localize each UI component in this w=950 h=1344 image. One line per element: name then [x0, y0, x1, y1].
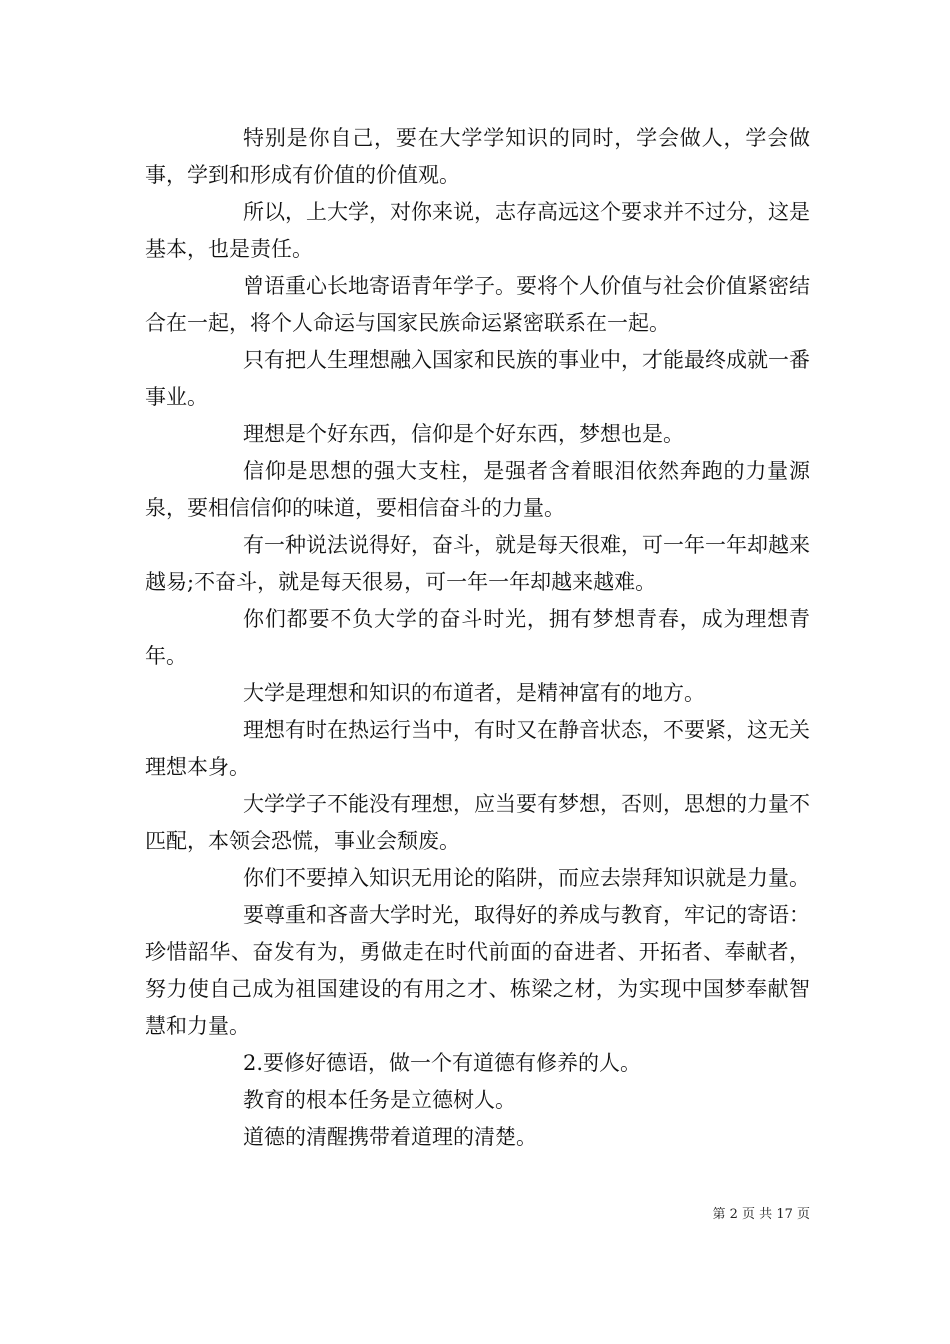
paragraph: 特别是你自己，要在大学学知识的同时，学会做人，学会做事，学到和形成有价值的价值观。: [145, 126, 810, 187]
paragraph: 要尊重和吝啬大学时光，取得好的养成与教育，牢记的寄语：珍惜韶华、奋发有为，勇做走在时代前面的奋进者、开拓者、奉献者，努力使自己成为祖国建设的有用之才、栋梁之材，为实现中国梦奉献智慧和力量。: [145, 903, 810, 1038]
paragraph: 有一种说法说得好，奋斗，就是每天很难，可一年一年却越来越易;不奋斗，就是每天很易，可一年一年却越来越难。: [145, 533, 810, 594]
document-body: [145, 120, 810, 1156]
paragraph: 你们都要不负大学的奋斗时光，拥有梦想青春，成为理想青年。: [145, 607, 810, 668]
paragraph: 教育的根本任务是立德树人。: [243, 1088, 516, 1112]
paragraph: 理想是个好东西，信仰是个好东西，梦想也是。: [243, 422, 684, 446]
paragraph: 只有把人生理想融入国家和民族的事业中，才能最终成就一番事业。: [145, 348, 810, 409]
paragraph: 理想有时在热运行当中，有时又在静音状态，不要紧，这无关理想本身。: [145, 718, 810, 779]
paragraph: 2.要修好德语，做一个有道德有修养的人。: [243, 1051, 642, 1075]
paragraph: 大学是理想和知识的布道者，是精神富有的地方。: [243, 681, 705, 705]
paragraph: 信仰是思想的强大支柱，是强者含着眼泪依然奔跑的力量源泉，要相信信仰的味道，要相信奋斗的力量。: [145, 459, 810, 520]
paragraph: 曾语重心长地寄语青年学子。要将个人价值与社会价值紧密结合在一起，将个人命运与国家民族命运紧密联系在一起。: [145, 274, 810, 335]
paragraph: 所以，上大学，对你来说，志存高远这个要求并不过分，这是基本，也是责任。: [145, 200, 810, 261]
paragraph: 道德的清醒携带着道理的清楚。: [243, 1125, 537, 1149]
paragraph: 你们不要掉入知识无用论的陷阱，而应去崇拜知识就是力量。: [243, 866, 810, 890]
page-number-footer: 第 2 页 共 17 页: [712, 1207, 810, 1222]
paragraph: 大学学子不能没有理想，应当要有梦想，否则，思想的力量不匹配，本领会恐慌，事业会颓废。: [145, 792, 810, 853]
